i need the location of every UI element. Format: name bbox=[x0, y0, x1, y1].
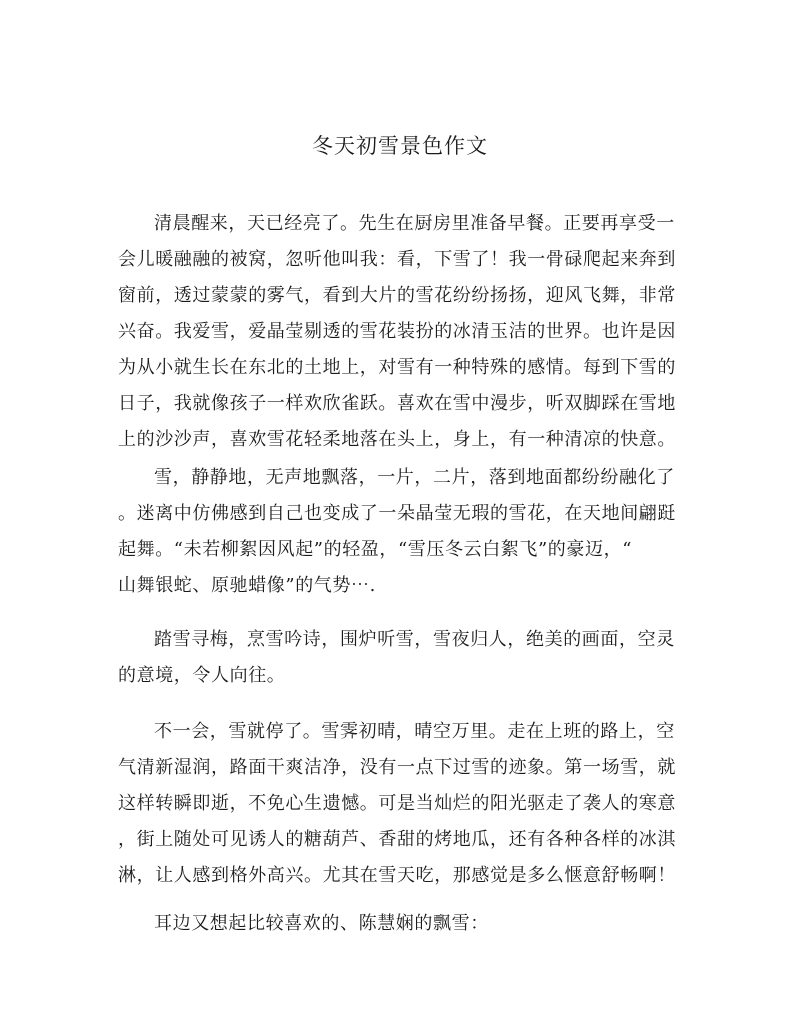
text-line: ，街上随处可见诱人的糖葫芦、香甜的烤地瓜，还有各种各样的冰淇 bbox=[118, 829, 676, 850]
text-line: 起舞。“未若柳絮因风起”的轻盈，“雪压冬云白絮飞”的豪迈，“ bbox=[118, 539, 633, 560]
text-line: 雪，静静地，无声地飘落，一片，二片，落到地面都纷纷融化了 bbox=[154, 467, 675, 488]
text-line: 窗前，透过蒙蒙的雾气，看到大片的雪花纷纷扬扬，迎风飞舞，非常 bbox=[118, 285, 676, 306]
text-line: 会儿暖融融的被窝，忽听他叫我：看，下雪了！我一骨碌爬起来奔到 bbox=[118, 249, 676, 270]
text-line: 清晨醒来，天已经亮了。先生在厨房里准备早餐。正要再享受一 bbox=[154, 213, 675, 234]
text-line: 的意境，令人向往。 bbox=[118, 665, 286, 686]
text-line: 。迷离中仿佛感到自己也变成了一朵晶莹无瑕的雪花，在天地间翩跹 bbox=[118, 503, 676, 524]
text-line: 日子，我就像孩子一样欢欣雀跃。喜欢在雪中漫步，听双脚踩在雪地 bbox=[118, 393, 676, 414]
text-line: 这样转瞬即逝，不免心生遗憾。可是当灿烂的阳光驱走了袭人的寒意 bbox=[118, 793, 676, 814]
text-line: 兴奋。我爱雪，爱晶莹剔透的雪花装扮的冰清玉洁的世界。也许是因 bbox=[118, 321, 676, 342]
document-title: 冬天初雪景色作文 bbox=[312, 134, 488, 158]
text-line: 踏雪寻梅，烹雪吟诗，围炉听雪，雪夜归人，绝美的画面，空灵 bbox=[154, 629, 675, 650]
text-line: 淋，让人感到格外高兴。尤其在雪天吃，那感觉是多么惬意舒畅啊！ bbox=[118, 865, 676, 886]
text-line: 不一会，雪就停了。雪霁初晴，晴空万里。走在上班的路上，空 bbox=[154, 721, 675, 742]
text-line: 上的沙沙声，喜欢雪花轻柔地落在头上，身上，有一种清凉的快意。 bbox=[118, 429, 676, 450]
text-line: 气清新湿润，路面干爽洁净，没有一点下过雪的迹象。第一场雪，就 bbox=[118, 757, 676, 778]
text-line: 山舞银蛇、原驰蜡像”的气势⋯. bbox=[118, 575, 376, 596]
text-line: 为从小就生长在东北的土地上，对雪有一种特殊的感情。每到下雪的 bbox=[118, 357, 676, 378]
text-line: 耳边又想起比较喜欢的、陈慧娴的飘雪： bbox=[154, 913, 489, 934]
